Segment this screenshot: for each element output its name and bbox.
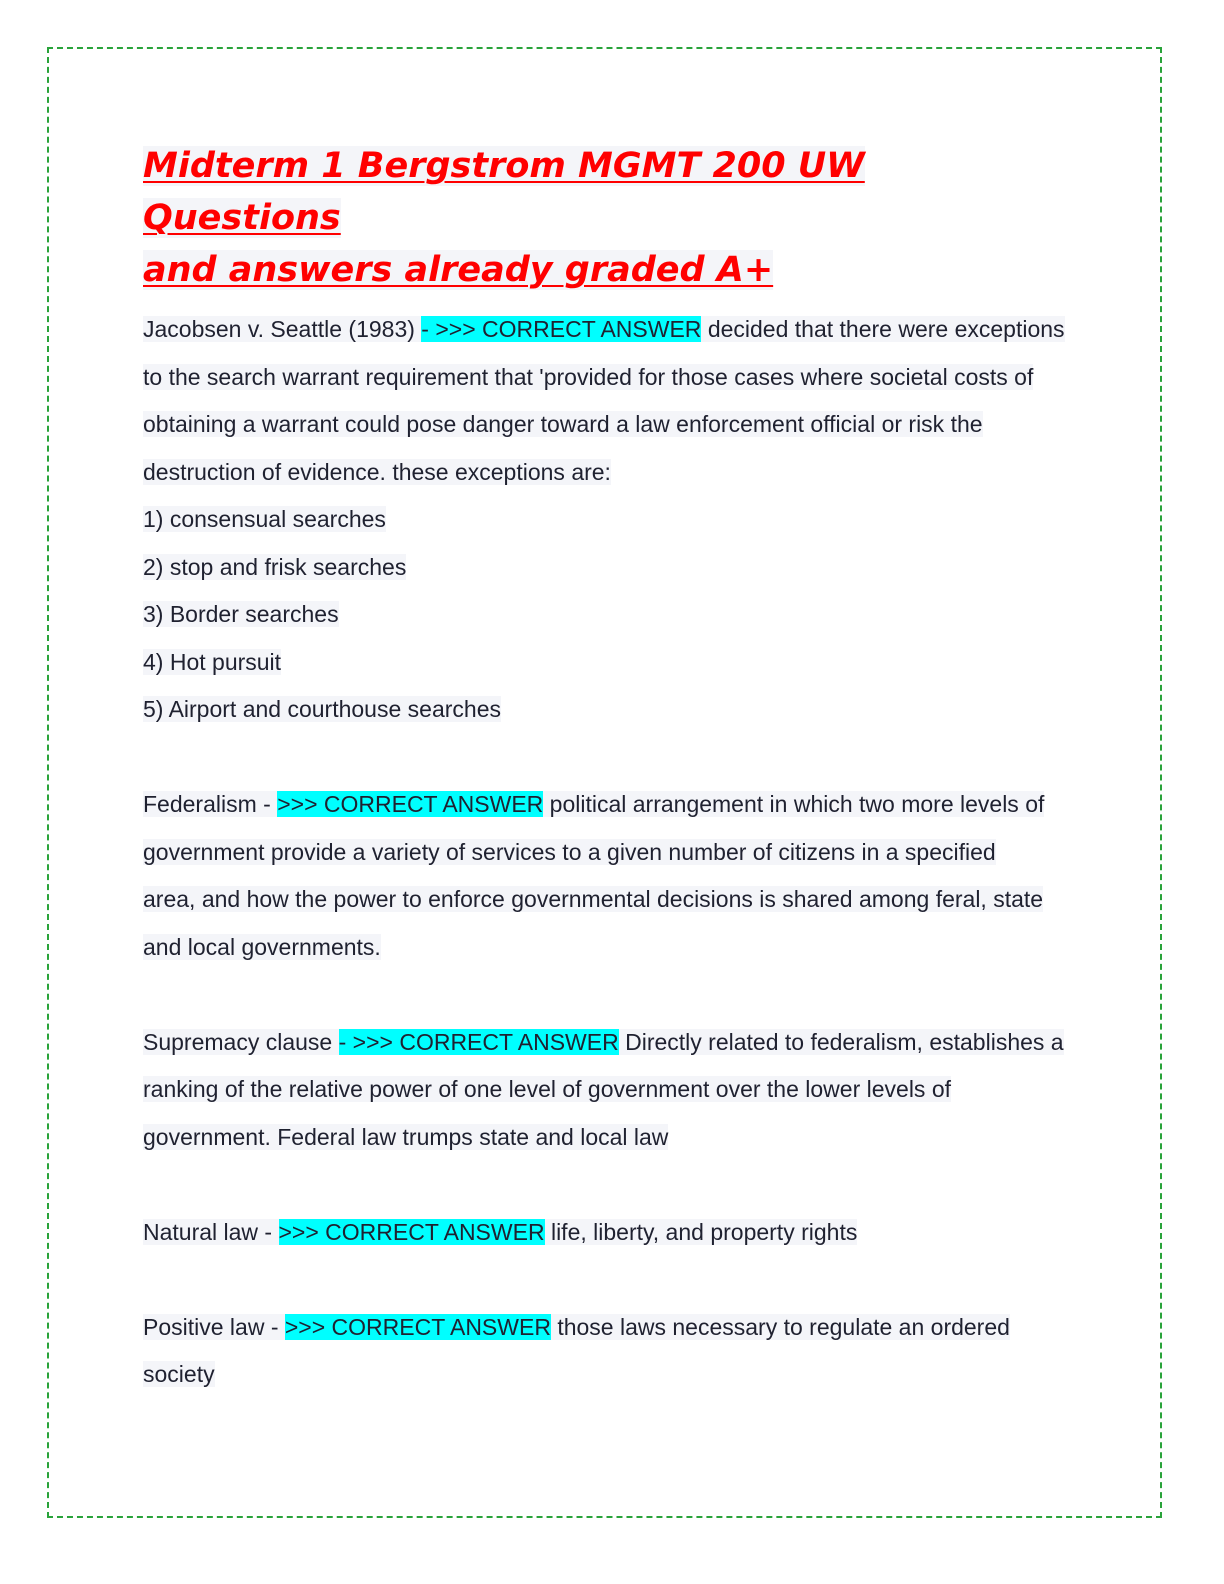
list-item: 4) Hot pursuit bbox=[143, 648, 282, 675]
qa-entry-natural-law bbox=[143, 1209, 1073, 1257]
title-line-2: and answers already graded A+ bbox=[143, 250, 774, 290]
entry-term: Supremacy clause bbox=[143, 1028, 333, 1055]
document-content bbox=[143, 140, 1073, 1399]
entry-text: destruction of evidence. these exceptions are: bbox=[143, 458, 611, 485]
list-item: 5) Airport and courthouse searches bbox=[143, 696, 501, 722]
correct-answer-marker: >>> CORRECT ANSWER bbox=[284, 1313, 551, 1340]
entry-term: Positive law - bbox=[143, 1313, 279, 1340]
entry-text: and local governments. bbox=[143, 933, 381, 960]
correct-answer-marker: >>> CORRECT ANSWER bbox=[278, 1218, 545, 1245]
qa-entry-jacobsen bbox=[143, 306, 1073, 734]
entry-text: life, liberty, and property rights bbox=[550, 1218, 858, 1245]
entry-text: society bbox=[143, 1361, 215, 1387]
correct-answer-marker: - >>> CORRECT ANSWER bbox=[338, 1028, 619, 1055]
entry-text: government. Federal law trumps state and local law bbox=[143, 1123, 669, 1150]
entry-text: political arrangement in which two more levels of bbox=[549, 791, 1045, 817]
qa-entry-supremacy-clause bbox=[143, 1019, 1073, 1162]
list-item: 3) Border searches bbox=[143, 601, 339, 627]
entry-text: those laws necessary to regulate an ordered bbox=[557, 1313, 1010, 1340]
list-item: 2) stop and frisk searches bbox=[143, 553, 407, 580]
entry-text: government provide a variety of services to a given number of citizens in a specified bbox=[143, 838, 996, 865]
qa-entry-federalism bbox=[143, 781, 1073, 971]
entry-text: ranking of the relative power of one level of government over the lower levels of bbox=[143, 1076, 951, 1102]
entry-text: decided that there were exceptions bbox=[707, 316, 1065, 342]
correct-answer-marker: >>> CORRECT ANSWER bbox=[277, 791, 544, 817]
entry-text: to the search warrant requirement that 'provided for those cases where societal costs of bbox=[143, 363, 1034, 390]
entry-term: Jacobsen v. Seattle (1983) bbox=[143, 316, 415, 342]
correct-answer-marker: - >>> CORRECT ANSWER bbox=[421, 316, 702, 342]
title-line-1: Midterm 1 Bergstrom MGMT 200 UW Questions bbox=[143, 146, 865, 238]
entry-text: Directly related to federalism, establishes a bbox=[625, 1028, 1064, 1055]
list-item: 1) consensual searches bbox=[143, 506, 386, 532]
qa-entry-positive-law bbox=[143, 1304, 1073, 1399]
entry-text: obtaining a warrant could pose danger toward a law enforcement official or risk the bbox=[143, 411, 983, 437]
entry-text: area, and how the power to enforce governmental decisions is shared among feral, state bbox=[143, 886, 1044, 912]
entry-term: Federalism - bbox=[143, 791, 271, 817]
entry-term: Natural law - bbox=[143, 1218, 273, 1245]
document-title bbox=[143, 140, 1073, 296]
